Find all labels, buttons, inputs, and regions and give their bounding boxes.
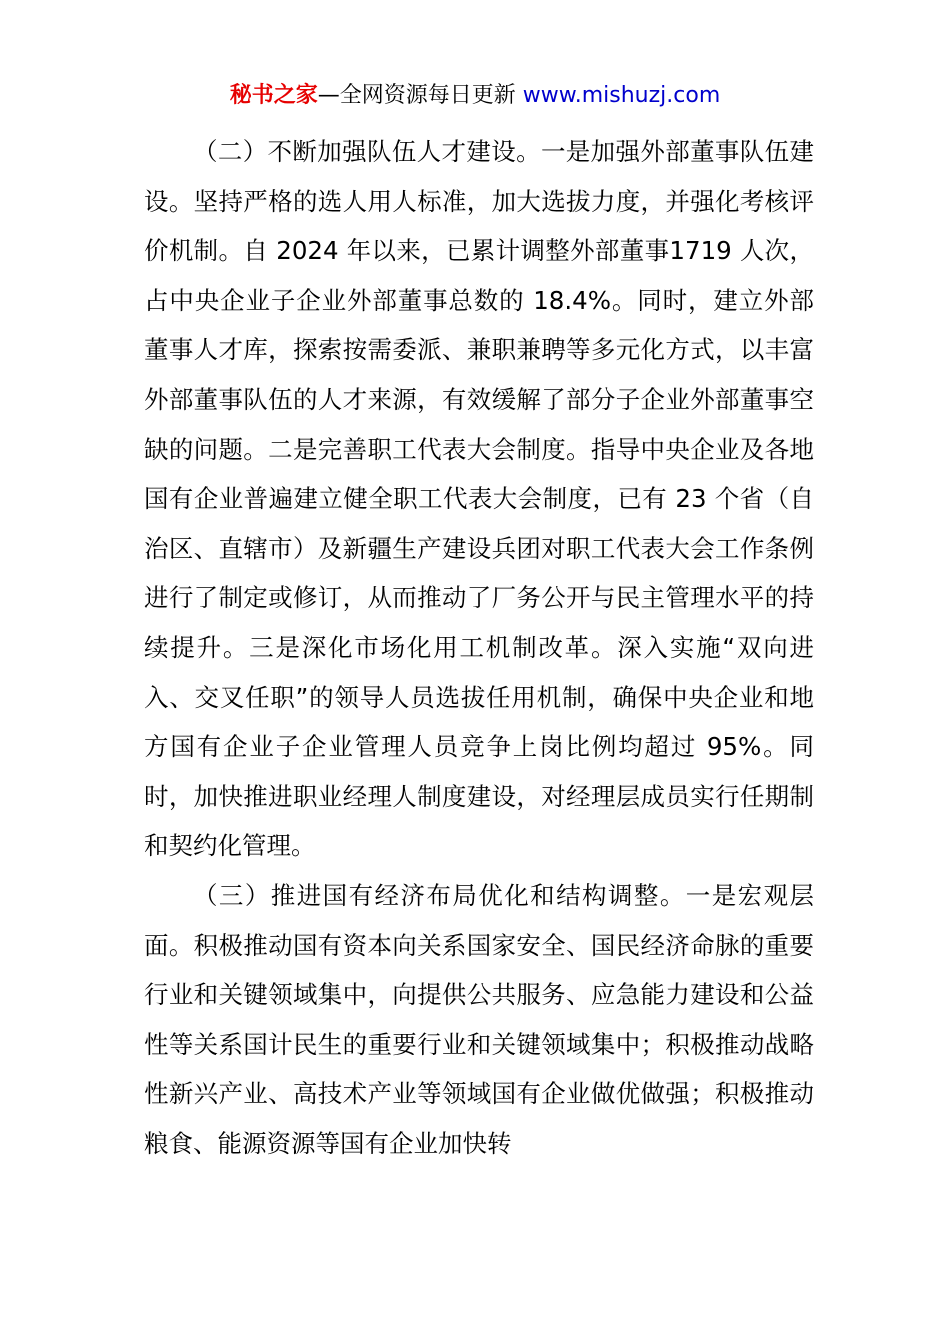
site-tagline: —全网资源每日更新 [317, 83, 523, 108]
site-url-link[interactable]: www.mishuzj.com [522, 83, 721, 108]
paragraph-talent-building: （二）不断加强队伍人才建设。一是加强外部董事队伍建设。坚持严格的选人用人标准，加大选拔力度，并强化考核评价机制。自 2024 年以来，已累计调整外部董事1719 人次，占中央企业子企业外部董事总数的 18.4%。同时，建立外部董事人才库，探索按需委派、兼职兼聘等多元化方式，以丰富外部董事队伍的人才来源，有效缓解了部分子企业外部董事空缺的问题。二是完善职工代表大会制度。指导中央企业及各地国有企业普遍建立健全职工代表大会制度，已有 23 个省（自治区、直辖市）及新疆生产建设兵团对职工代表大会工作条例进行了制定或修订，从而推动了厂务公开与民主管理水平的持续提升。三是深化市场化用工机制改革。深入实施“双向进入、交叉任职”的领导人员选拔任用机制，确保中央企业和地方国有企业子企业管理人员竞争上岗比例均超过 95%。同时，加快推进职业经理人制度建设，对经理层成员实行任期制和契约化管理。 [144, 137, 814, 861]
document-body [144, 127, 814, 1168]
site-header [0, 80, 950, 112]
site-brand: 秘书之家 [229, 83, 318, 108]
paragraph-layout-optimization: （三）推进国有经济布局优化和结构调整。一是宏观层面。积极推动国有资本向关系国家安全、国民经济命脉的重要行业和关键领域集中，向提供公共服务、应急能力建设和公益性等关系国计民生的重要行业和关键领域集中；积极推动战略性新兴产业、高技术产业等领域国有企业做优做强；积极推动粮食、能源资源等国有企业加快转 [144, 880, 814, 1158]
